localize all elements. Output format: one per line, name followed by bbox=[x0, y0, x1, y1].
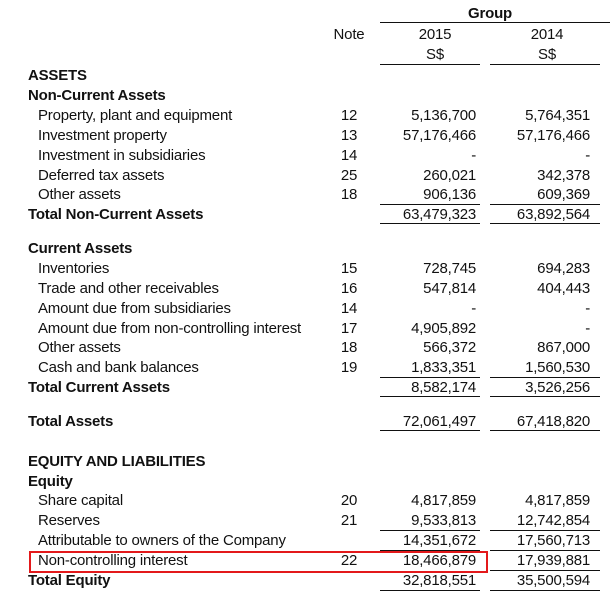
row-value-2015: 547,814 bbox=[423, 280, 476, 297]
row-label: Other assets bbox=[38, 186, 121, 203]
row-label: Inventories bbox=[38, 260, 110, 277]
row-value-2015: 906,136 bbox=[423, 186, 476, 203]
total-value-2014: 3,526,256 bbox=[525, 379, 590, 396]
table-row bbox=[0, 339, 610, 357]
table-row bbox=[0, 260, 610, 278]
row-note: 12 bbox=[340, 107, 358, 124]
row-label: Trade and other receivables bbox=[38, 280, 219, 297]
row-value-2014: - bbox=[585, 300, 590, 317]
row-label: Amount due from non-controlling interest bbox=[38, 320, 301, 337]
equity-heading: Equity bbox=[28, 473, 73, 490]
row-value-2014: 57,176,466 bbox=[516, 127, 590, 144]
subtotal-rule-2014 bbox=[490, 530, 600, 531]
total-label: Total Non-Current Assets bbox=[28, 206, 204, 223]
row-value-2015: - bbox=[471, 300, 476, 317]
row-note: 14 bbox=[340, 300, 358, 317]
row-note: 15 bbox=[340, 260, 358, 277]
row-value-2014: 342,378 bbox=[537, 167, 590, 184]
row-note: 19 bbox=[340, 359, 358, 376]
total-rule-2014 bbox=[490, 396, 600, 397]
row-label: Non-controlling interest bbox=[38, 552, 188, 569]
table-row bbox=[0, 147, 610, 165]
row-value-2015: 57,176,466 bbox=[402, 127, 476, 144]
currency-underline-2014 bbox=[490, 64, 600, 65]
subtotal-rule-2015 bbox=[380, 530, 480, 531]
total-rule-2015 bbox=[380, 396, 480, 397]
row-value-2015: 18,466,879 bbox=[402, 552, 476, 569]
total-value-2014: 35,500,594 bbox=[516, 572, 590, 589]
currency-underline-2015 bbox=[380, 64, 480, 65]
row-label: Investment in subsidiaries bbox=[38, 147, 206, 164]
row-value-2014: 17,560,713 bbox=[516, 532, 590, 549]
group-header: Group bbox=[468, 5, 512, 22]
total-rule-2014 bbox=[490, 430, 600, 431]
row-label: Amount due from subsidiaries bbox=[38, 300, 231, 317]
total-rule-2015 bbox=[380, 430, 480, 431]
row-value-2014: 694,283 bbox=[537, 260, 590, 277]
row-value-2015: - bbox=[471, 147, 476, 164]
row-note: 18 bbox=[340, 186, 358, 203]
row-value-2014: 12,742,854 bbox=[516, 512, 590, 529]
row-note: 13 bbox=[340, 127, 358, 144]
row-label: Reserves bbox=[38, 512, 100, 529]
total-value-2015: 63,479,323 bbox=[402, 206, 476, 223]
table-row bbox=[0, 359, 610, 377]
total-label: Total Equity bbox=[28, 572, 111, 589]
assets-heading: ASSETS bbox=[28, 67, 87, 84]
total-rule-2014 bbox=[490, 223, 600, 224]
currency-2014-header: S$ bbox=[538, 46, 556, 63]
row-value-2015: 4,817,859 bbox=[411, 492, 476, 509]
subtotal-rule-2015 bbox=[380, 377, 480, 378]
row-note: 25 bbox=[340, 167, 358, 184]
year-2014-header: 2014 bbox=[530, 26, 564, 43]
table-row bbox=[0, 320, 610, 338]
row-value-2014: - bbox=[585, 320, 590, 337]
subtotal-rule-2014 bbox=[490, 204, 600, 205]
table-row bbox=[0, 532, 610, 550]
table-row bbox=[0, 186, 610, 204]
year-2015-header: 2015 bbox=[418, 26, 452, 43]
subtotal-rule-2014 bbox=[490, 550, 600, 551]
table-row bbox=[0, 492, 610, 510]
note-header: Note bbox=[333, 26, 365, 43]
row-value-2014: - bbox=[585, 147, 590, 164]
row-value-2015: 5,136,700 bbox=[411, 107, 476, 124]
row-note: 22 bbox=[340, 552, 358, 569]
total-row bbox=[0, 572, 610, 590]
total-label: Total Assets bbox=[28, 413, 114, 430]
row-value-2014: 4,817,859 bbox=[525, 492, 590, 509]
total-rule-2015 bbox=[380, 590, 480, 591]
row-label: Investment property bbox=[38, 127, 167, 144]
table-row bbox=[0, 300, 610, 318]
row-label: Property, plant and equipment bbox=[38, 107, 233, 124]
row-value-2014: 609,369 bbox=[537, 186, 590, 203]
highlight-box bbox=[29, 551, 488, 573]
total-rule-2015 bbox=[380, 223, 480, 224]
row-value-2015: 9,533,813 bbox=[411, 512, 476, 529]
row-value-2015: 14,351,672 bbox=[402, 532, 476, 549]
table-row bbox=[0, 167, 610, 185]
group-underline bbox=[380, 22, 610, 23]
equity-liabilities-heading: EQUITY AND LIABILITIES bbox=[28, 453, 206, 470]
row-note: 17 bbox=[340, 320, 358, 337]
non-current-assets-heading: Non-Current Assets bbox=[28, 87, 166, 104]
row-label: Attributable to owners of the Company bbox=[38, 532, 286, 549]
total-rule-2014 bbox=[490, 590, 600, 591]
total-row bbox=[0, 379, 610, 397]
row-value-2014: 1,560,530 bbox=[525, 359, 590, 376]
row-note: 20 bbox=[340, 492, 358, 509]
current-assets-heading: Current Assets bbox=[28, 240, 133, 257]
subtotal-rule-2014 bbox=[490, 377, 600, 378]
total-label: Total Current Assets bbox=[28, 379, 170, 396]
total-value-2014: 67,418,820 bbox=[516, 413, 590, 430]
subtotal-rule-2015 bbox=[380, 204, 480, 205]
row-label: Other assets bbox=[38, 339, 121, 356]
table-row bbox=[0, 280, 610, 298]
row-value-2014: 867,000 bbox=[537, 339, 590, 356]
row-label: Deferred tax assets bbox=[38, 167, 165, 184]
row-note: 16 bbox=[340, 280, 358, 297]
total-row bbox=[0, 206, 610, 224]
row-label: Cash and bank balances bbox=[38, 359, 199, 376]
row-label: Share capital bbox=[38, 492, 123, 509]
row-value-2015: 566,372 bbox=[423, 339, 476, 356]
table-row bbox=[0, 107, 610, 125]
row-value-2015: 4,905,892 bbox=[411, 320, 476, 337]
total-row bbox=[0, 413, 610, 431]
table-row bbox=[0, 512, 610, 530]
total-value-2015: 32,818,551 bbox=[402, 572, 476, 589]
row-note: 21 bbox=[340, 512, 358, 529]
subtotal-rule-2014 bbox=[490, 570, 600, 571]
row-value-2015: 728,745 bbox=[423, 260, 476, 277]
total-value-2015: 72,061,497 bbox=[402, 413, 476, 430]
row-value-2014: 404,443 bbox=[537, 280, 590, 297]
row-value-2015: 260,021 bbox=[423, 167, 476, 184]
total-value-2014: 63,892,564 bbox=[516, 206, 590, 223]
row-value-2015: 1,833,351 bbox=[411, 359, 476, 376]
total-value-2015: 8,582,174 bbox=[411, 379, 476, 396]
table-row bbox=[0, 127, 610, 145]
row-note: 14 bbox=[340, 147, 358, 164]
row-value-2014: 5,764,351 bbox=[525, 107, 590, 124]
row-value-2014: 17,939,881 bbox=[516, 552, 590, 569]
row-note: 18 bbox=[340, 339, 358, 356]
currency-2015-header: S$ bbox=[426, 46, 444, 63]
